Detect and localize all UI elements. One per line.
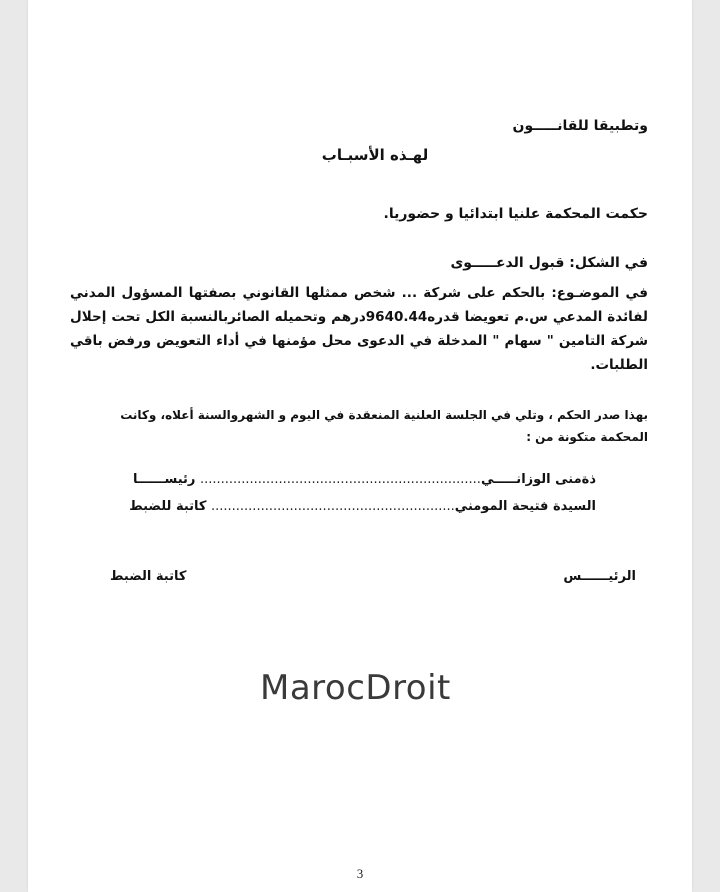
court-member-president (133, 472, 596, 487)
signature-president: الرئيــــــس (563, 569, 636, 584)
section-heading: لهـذه الأسبـاب (321, 146, 429, 164)
ruling-statement: حكمت المحكمة علنيا ابتدائيا و حضوريا. (383, 206, 648, 222)
court-member-clerk (129, 499, 596, 514)
intro-line: وتطبيقا للقانـــــون (512, 118, 648, 134)
signature-clerk: كاتبة الضبط (110, 569, 187, 584)
member-dots: .................................................................... (199, 472, 481, 487)
member-name: السيدة فتيحة المومني (454, 499, 596, 514)
member-role: كاتبة للضبط (129, 499, 207, 514)
member-dots: ........................................................... (210, 499, 455, 514)
page-number: 3 (356, 866, 364, 881)
member-name: ذةمنى الوزانـــــي (480, 472, 596, 487)
document-page (28, 0, 692, 892)
member-role: رئيســــــا (132, 472, 196, 487)
issued-statement: بهذا صدر الحكم ، وتلي في الجلسة العلنية المنعقدة في اليوم و الشهروالسنة أعلاه، وكانت المحكمة متكونة من : (120, 408, 648, 444)
substance-judgment-paragraph: في الموضـوع: بالحكم على شركة ... شخص ممثلها القانوني بصفتها المسؤول المدني لفائدة المدعي س.م تعويضا قدره9640.44درهم وتحميله الصائربالنسبة الكل تحت إحلال شركة التامين " سهام " المدخلة في الدعوى محل مؤمنها في أداء التعويض ورفض باقي الطلبات. (70, 285, 649, 373)
form-judgment: في الشكل: قبول الدعـــــوى (450, 255, 648, 271)
watermark: MarocDroit (260, 668, 451, 708)
